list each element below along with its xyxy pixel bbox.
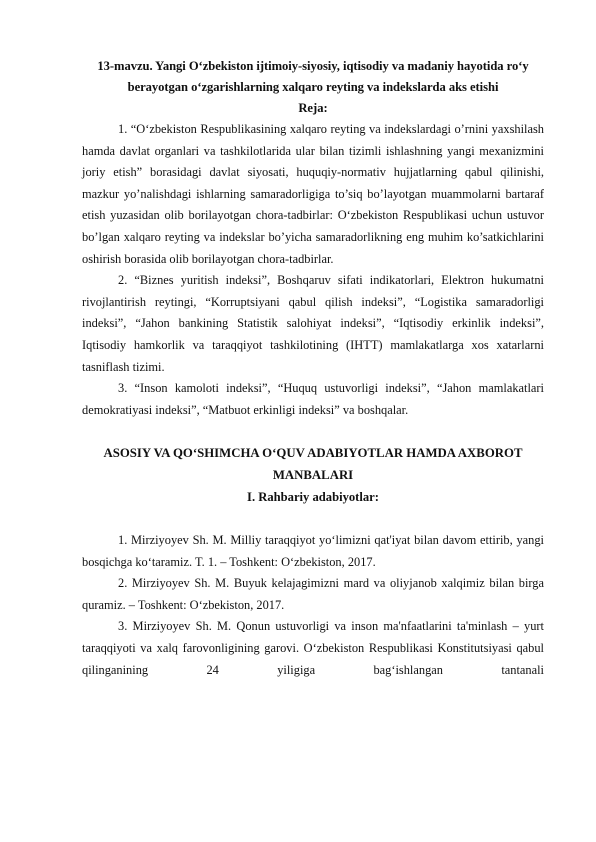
literature-section-heading: ASOSIY VA QO‘SHIMCHA O‘QUV ADABIYOTLAR HAMDA AXBOROT MANBALARI — [103, 446, 523, 482]
reference-item-3: 3. Mirziyoyev Sh. M. Qonun ustuvorligi va inson ma'nfaatlarini ta'minlash – yurt taraqqiyoti va xalq farovonligining garovi. O‘zbekiston Respublikasi Konstitutsiyasi qabul qilinganining 24 yiligiga bag‘ishlangan tantanali — [82, 619, 544, 677]
document-page — [82, 56, 544, 681]
guiding-literature-subheading: I. Rahbariy adabiyotlar: — [247, 489, 379, 504]
topic-title: 13-mavzu. Yangi O‘zbekiston ijtimoiy-siyosiy, iqtisodiy va madaniy hayotida ro‘y berayotgan o‘zgarishlarning xalqaro reyting va indekslarda aks etishi — [97, 59, 529, 94]
reference-item-1: 1. Mirziyoyev Sh. M. Milliy taraqqiyot yo‘limizni qat'iyat bilan davom ettirib, yangi bosqichga ko‘taramiz. T. 1. – Toshkent: O‘zbekiston, 2017. — [82, 533, 544, 569]
plan-item-1: 1. “O‘zbekiston Respublikasining xalqaro reyting va indekslardagi o’rnini yaxshilash hamda davlat organlari va tashkilotlarida ular bilan tizimli ishlashning yangi mexanizmini joriy etish” borasidagi davlat siyosati, huquqiy-normativ hujjatlarning qabul qilinishi, mazkur yo’nalishdagi ishlarning samaradorligiga to’siq bo’layotgan muammolarni bartaraf etish yuzasidan olib borilayotgan chora-tadbirlar: O‘zbekiston Respublikasi uchun ustuvor bo’lgan xalqaro reyting va indekslar bo’yicha samaradorlikning eng muhim ko’satkichlarini oshirish borasida olib borilayotgan chora-tadbirlar. — [82, 122, 544, 266]
reference-item-2: 2. Mirziyoyev Sh. M. Buyuk kelajagimizni mard va oliyjanob xalqimiz bilan birga quramiz. – Toshkent: O‘zbekiston, 2017. — [82, 576, 544, 612]
plan-item-3: 3. “Inson kamoloti indeksi”, “Huquq ustuvorligi indeksi”, “Jahon mamlakatlari demokratiyasi indeksi”, “Matbuot erkinligi indeksi” va boshqalar. — [82, 381, 544, 417]
plan-item-2: 2. “Biznes yuritish indeksi”, Boshqaruv sifati indikatorlari, Elektron hukumatni rivojlantirish reytingi, “Korruptsiyani qabul qilish indeksi”, “Logistika samaradorligi indeksi”, “Jahon bankining Statistik salohiyat indeksi”, “Iqtisodiy erkinlik indeksi”, Iqtisodiy hamkorlik va taraqqiyot tashkilotining (IHTT) mamlakatlarga xos xatarlarni tasniflash tizimi. — [82, 273, 544, 374]
plan-label: Reja: — [298, 101, 328, 115]
